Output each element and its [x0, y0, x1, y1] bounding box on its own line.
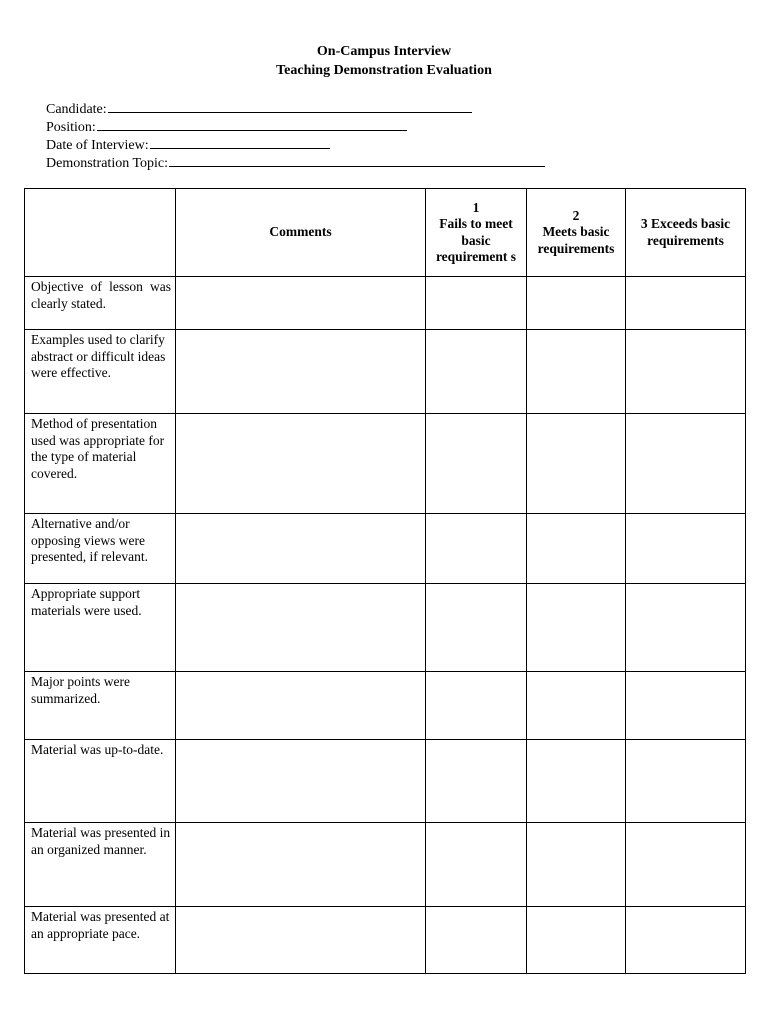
rating-1-cell[interactable]: [426, 823, 527, 907]
evaluation-table: [24, 188, 746, 974]
criterion-examples: Examples used to clarify abstract or difficult ideas were effective.: [25, 330, 176, 414]
comments-cell[interactable]: [176, 672, 426, 740]
criterion-alternative-views: Alternative and/or opposing views were presented, if relevant.: [25, 514, 176, 584]
form-title: On-Campus Interview: [316, 44, 452, 59]
date-of-interview-blank[interactable]: [150, 134, 330, 149]
table-row: [25, 672, 746, 740]
rating-1-cell[interactable]: [426, 672, 527, 740]
comments-cell[interactable]: [176, 414, 426, 514]
rating-3-label: 3 Exceeds basic requirements: [640, 216, 731, 248]
demonstration-topic-blank[interactable]: [169, 152, 545, 167]
rating-1-cell[interactable]: [426, 584, 527, 672]
criteria-header: [25, 189, 176, 277]
rating-3-cell[interactable]: [626, 907, 746, 974]
table-row: [25, 330, 746, 414]
rating-1-cell[interactable]: [426, 330, 527, 414]
rating-2-cell[interactable]: [527, 414, 626, 514]
table-row: [25, 584, 746, 672]
rating-3-cell[interactable]: [626, 672, 746, 740]
rating-1-cell[interactable]: [426, 740, 527, 823]
demonstration-topic-field[interactable]: [46, 152, 545, 173]
comments-header: Comments: [176, 189, 426, 277]
table-header-row: [25, 189, 746, 277]
rating-3-cell[interactable]: [626, 740, 746, 823]
criterion-up-to-date: Material was up-to-date.: [25, 740, 176, 823]
rating-1-cell[interactable]: [426, 277, 527, 330]
comments-cell[interactable]: [176, 584, 426, 672]
rating-1-header: [426, 189, 527, 277]
date-of-interview-label: Date of Interview:: [46, 138, 149, 153]
rating-3-cell[interactable]: [626, 330, 746, 414]
rating-2-cell[interactable]: [527, 907, 626, 974]
comments-cell[interactable]: [176, 907, 426, 974]
criterion-method: Method of presentation used was appropriate for the type of material covered.: [25, 414, 176, 514]
form-subtitle: Teaching Demonstration Evaluation: [276, 63, 492, 78]
criterion-support-materials: Appropriate support materials were used.: [25, 584, 176, 672]
rating-1-cell[interactable]: [426, 907, 527, 974]
candidate-label: Candidate:: [46, 102, 107, 117]
table-row: [25, 514, 746, 584]
rating-1-number: 1: [472, 199, 480, 215]
rating-2-header: [527, 189, 626, 277]
criterion-summarized: Major points were summarized.: [25, 672, 176, 740]
criterion-pace: Material was presented at an appropriate pace.: [25, 907, 176, 974]
position-blank[interactable]: [97, 116, 407, 131]
rating-2-cell[interactable]: [527, 514, 626, 584]
table-row: [25, 907, 746, 974]
rating-2-cell[interactable]: [527, 672, 626, 740]
criterion-objective: Objective of lesson was clearly stated.: [25, 277, 176, 330]
rating-3-header: [626, 189, 746, 277]
rating-2-cell[interactable]: [527, 740, 626, 823]
rating-3-cell[interactable]: [626, 823, 746, 907]
comments-cell[interactable]: [176, 740, 426, 823]
comments-cell[interactable]: [176, 277, 426, 330]
rating-2-number: 2: [572, 207, 580, 223]
comments-cell[interactable]: [176, 330, 426, 414]
criterion-organized: Material was presented in an organized manner.: [25, 823, 176, 907]
rating-2-cell[interactable]: [527, 277, 626, 330]
rating-2-cell[interactable]: [527, 330, 626, 414]
demonstration-topic-label: Demonstration Topic:: [46, 156, 169, 171]
rating-3-cell[interactable]: [626, 514, 746, 584]
rating-3-cell[interactable]: [626, 277, 746, 330]
rating-2-label: Meets basic requirements: [537, 224, 615, 256]
table-row: [25, 823, 746, 907]
rating-1-cell[interactable]: [426, 414, 527, 514]
table-row: [25, 740, 746, 823]
table-row: [25, 277, 746, 330]
candidate-blank[interactable]: [108, 98, 472, 113]
comments-cell[interactable]: [176, 823, 426, 907]
rating-2-cell[interactable]: [527, 584, 626, 672]
table-row: [25, 414, 746, 514]
comments-cell[interactable]: [176, 514, 426, 584]
position-label: Position:: [46, 120, 96, 135]
rating-3-cell[interactable]: [626, 584, 746, 672]
rating-2-cell[interactable]: [527, 823, 626, 907]
rating-3-cell[interactable]: [626, 414, 746, 514]
rating-1-label: Fails to meet basic requirement s: [435, 216, 517, 264]
rating-1-cell[interactable]: [426, 514, 527, 584]
